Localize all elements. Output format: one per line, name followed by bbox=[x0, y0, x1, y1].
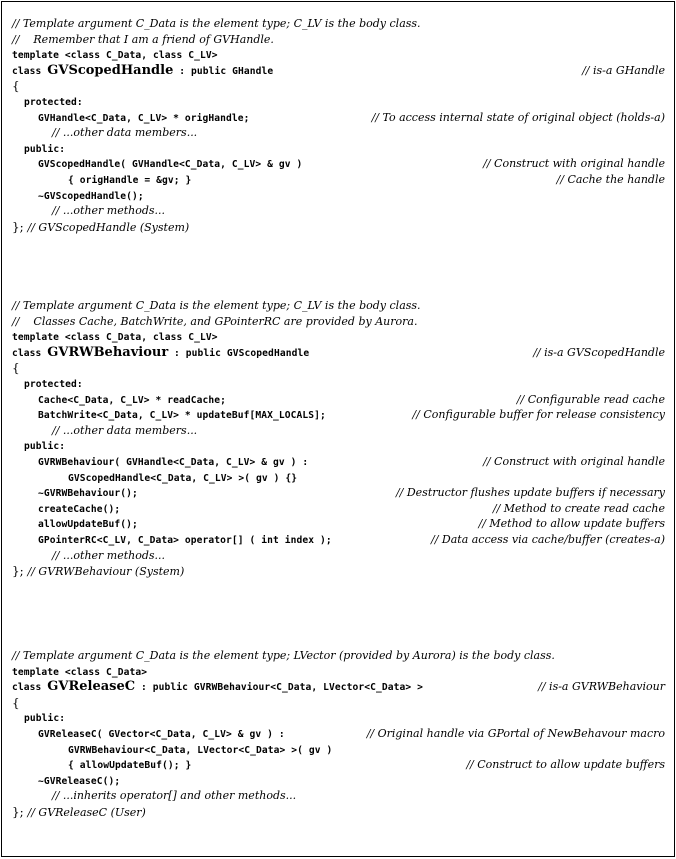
code-text: public: bbox=[24, 441, 66, 453]
code-text: public: bbox=[24, 143, 66, 155]
code-text: GVReleaseC( GVector<C_Data, C_LV> & gv ) : bbox=[38, 729, 285, 740]
comment-text: // Template argument C_Data is the element type; LVector (provided by Aurora) is the body class. bbox=[12, 649, 555, 662]
closing-comment: // GVScopedHandle (System) bbox=[27, 220, 190, 234]
code-text: allowUpdateBuf(); bbox=[38, 519, 138, 531]
code-line bbox=[12, 345, 665, 361]
right-comment: // is-a GVRWBehaviour bbox=[538, 680, 665, 694]
code-line bbox=[12, 172, 665, 188]
code-line bbox=[12, 141, 665, 157]
code-line bbox=[12, 710, 665, 726]
code-text: GVRWBehaviour<C_Data, LVector<C_Data> >( gv ) bbox=[68, 744, 333, 756]
code-line bbox=[12, 695, 665, 711]
comment-text: // ...other data members... bbox=[52, 126, 198, 140]
right-comment: // Construct with original handle bbox=[483, 157, 665, 171]
code-line bbox=[12, 360, 665, 376]
code-line bbox=[12, 94, 665, 110]
class-name: GVRWBehaviour bbox=[47, 344, 169, 360]
code-line bbox=[12, 188, 665, 204]
close-brace: }; bbox=[12, 219, 28, 234]
right-comment: // Configurable buffer for release consistency bbox=[412, 408, 665, 422]
code-line bbox=[12, 485, 665, 501]
comment-text: // Classes Cache, BatchWrite, and GPointerRC are provided by Aurora. bbox=[12, 314, 418, 328]
code-line bbox=[12, 788, 665, 804]
code-line bbox=[12, 156, 665, 172]
code-line bbox=[12, 298, 665, 314]
code-text: GPointerRC<C_LV, C_Data> operator[] ( int index ); bbox=[38, 535, 332, 546]
code-line bbox=[12, 32, 665, 48]
code-text: BatchWrite<C_Data, C_LV> * updateBuf[MAX_LOCALS]; bbox=[38, 410, 326, 422]
code-line bbox=[12, 110, 665, 126]
code-text: { origHandle = &gv; } bbox=[68, 175, 192, 186]
code-line bbox=[12, 63, 665, 79]
right-comment: // To access internal state of original object (holds-a) bbox=[371, 110, 665, 124]
code-line bbox=[12, 563, 665, 579]
code-line bbox=[12, 47, 665, 63]
code-text: ~GVReleaseC(); bbox=[38, 775, 121, 787]
code-text: GVRWBehaviour( GVHandle<C_Data, C_LV> & gv ) : bbox=[38, 457, 309, 468]
code-text: template <class C_Data> bbox=[12, 666, 148, 678]
right-comment: // Construct with original handle bbox=[483, 455, 665, 468]
class-keyword: class bbox=[12, 682, 48, 694]
code-listing-frame bbox=[1, 1, 675, 857]
comment-text: // ...other data members... bbox=[52, 423, 198, 437]
code-line bbox=[12, 773, 665, 789]
code-text: createCache(); bbox=[38, 503, 121, 515]
code-text: GVScopedHandle( GVHandle<C_Data, C_LV> & gv ) bbox=[38, 159, 303, 171]
code-line bbox=[12, 648, 665, 664]
class-name: GVReleaseC bbox=[47, 679, 136, 695]
code-text: protected: bbox=[24, 97, 83, 108]
code-text: ~GVScopedHandle(); bbox=[38, 190, 144, 202]
class-keyword: class bbox=[12, 65, 48, 77]
comment-text: // Template argument C_Data is the element type; C_LV is the body class. bbox=[12, 17, 421, 30]
code-line bbox=[12, 532, 665, 548]
code-line bbox=[12, 203, 665, 219]
comment-text: // ...other methods... bbox=[52, 204, 166, 218]
closing-comment: // GVRWBehaviour (System) bbox=[27, 565, 185, 579]
open-brace: { bbox=[12, 695, 20, 710]
code-line bbox=[12, 757, 665, 773]
code-text: { allowUpdateBuf(); } bbox=[68, 760, 192, 772]
code-line bbox=[12, 679, 665, 695]
code-line bbox=[12, 742, 665, 758]
code-text: public: bbox=[24, 713, 66, 725]
code-text: GVHandle<C_Data, C_LV> * origHandle; bbox=[38, 112, 250, 124]
class-inheritance: : public GHandle bbox=[173, 65, 274, 77]
right-comment: // Method to create read cache bbox=[492, 501, 665, 515]
comment-text: // Remember that I am a friend of GVHandle. bbox=[12, 32, 274, 46]
right-comment: // Method to allow update buffers bbox=[478, 517, 665, 531]
right-comment: // Configurable read cache bbox=[516, 392, 665, 406]
code-text: Cache<C_Data, C_LV> * readCache; bbox=[38, 394, 227, 406]
code-line bbox=[12, 423, 665, 439]
open-brace: { bbox=[12, 79, 20, 94]
code-line bbox=[12, 548, 665, 564]
code-line bbox=[12, 78, 665, 94]
code-text: protected: bbox=[24, 379, 83, 390]
code-text: template <class C_Data, class C_LV> bbox=[12, 332, 218, 344]
class-name: GVScopedHandle bbox=[47, 62, 174, 78]
class-inheritance: : public GVRWBehaviour<C_Data, LVector<C_Data> > bbox=[135, 682, 424, 694]
right-comment: // is-a GVScopedHandle bbox=[533, 345, 665, 359]
code-line bbox=[12, 726, 665, 742]
code-line bbox=[12, 219, 665, 235]
code-line bbox=[12, 438, 665, 454]
comment-text: // Template argument C_Data is the element type; C_LV is the body class. bbox=[12, 299, 421, 312]
class-keyword: class bbox=[12, 347, 48, 359]
right-comment: // Data access via cache/buffer (creates-a) bbox=[430, 533, 665, 546]
code-text: ~GVRWBehaviour(); bbox=[38, 488, 138, 500]
code-line bbox=[12, 501, 665, 517]
code-line bbox=[12, 407, 665, 423]
code-line bbox=[12, 376, 665, 392]
code-line bbox=[12, 664, 665, 680]
open-brace: { bbox=[12, 361, 20, 376]
code-line bbox=[12, 516, 665, 532]
right-comment: // Original handle via GPortal of NewBehavour macro bbox=[366, 727, 665, 740]
code-line bbox=[12, 329, 665, 345]
right-comment: // Cache the handle bbox=[556, 173, 665, 186]
comment-text: // ...inherits operator[] and other methods... bbox=[52, 789, 297, 803]
close-brace: }; bbox=[12, 564, 28, 579]
code-line bbox=[12, 16, 665, 32]
code-line bbox=[12, 125, 665, 141]
code-line bbox=[12, 392, 665, 408]
class-inheritance: : public GVScopedHandle bbox=[168, 347, 310, 359]
code-text: template <class C_Data, class C_LV> bbox=[12, 50, 218, 62]
code-line bbox=[12, 314, 665, 330]
code-line bbox=[12, 454, 665, 470]
code-text: GVScopedHandle<C_Data, C_LV> >( gv ) {} bbox=[68, 472, 298, 484]
right-comment: // Destructor flushes update buffers if necessary bbox=[395, 486, 665, 500]
closing-comment: // GVReleaseC (User) bbox=[27, 806, 146, 819]
code-line bbox=[12, 470, 665, 486]
close-brace: }; bbox=[12, 805, 28, 819]
right-comment: // Construct to allow update buffers bbox=[466, 758, 665, 772]
right-comment: // is-a GHandle bbox=[582, 63, 665, 77]
code-line bbox=[12, 804, 665, 820]
comment-text: // ...other methods... bbox=[52, 548, 166, 562]
